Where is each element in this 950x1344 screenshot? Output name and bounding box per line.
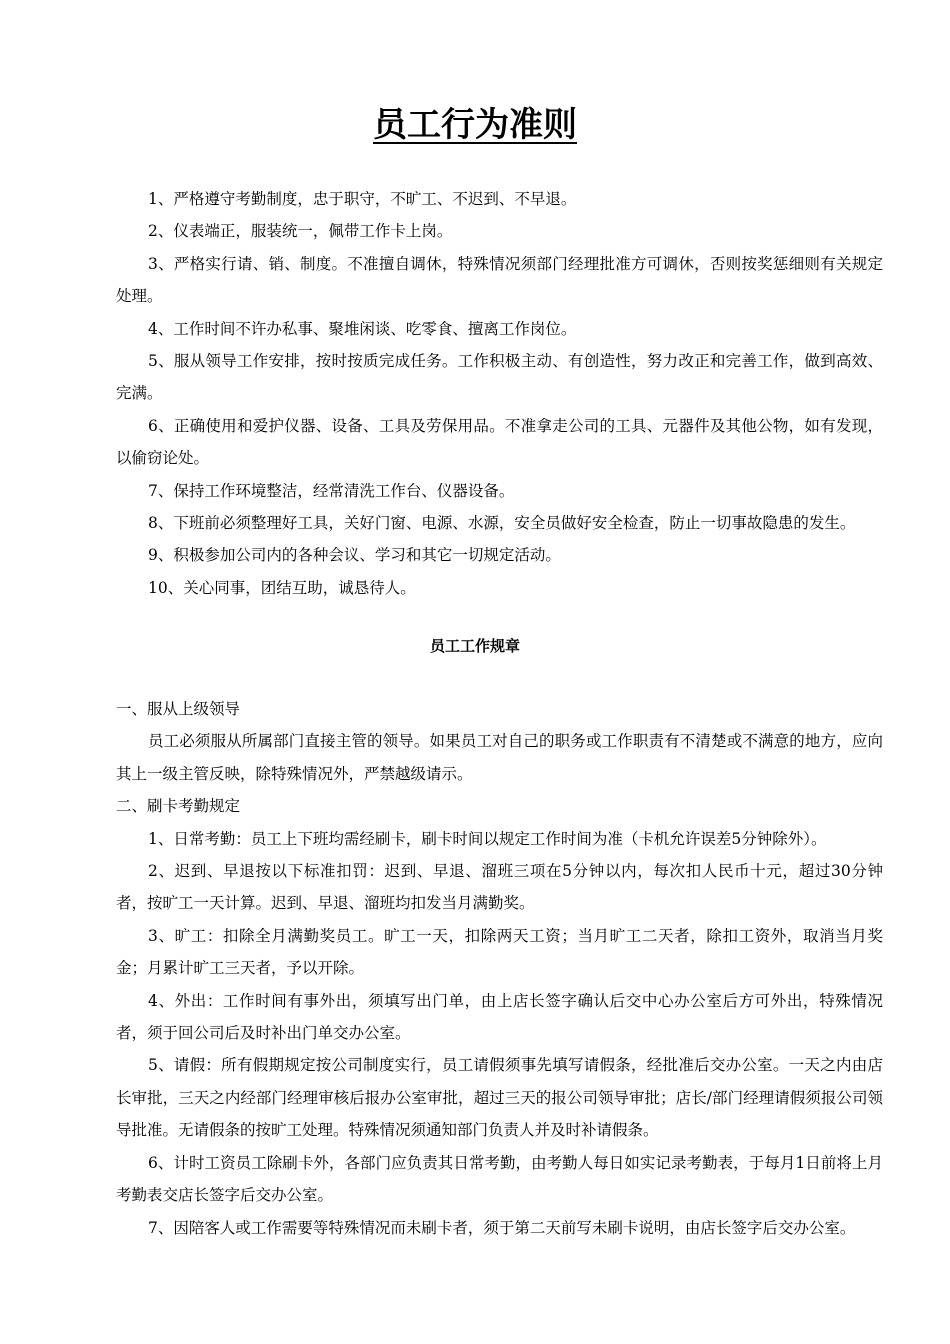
work-regulations [116,693,883,1244]
section-paragraph: 员工必须服从所属部门直接主管的领导。如果员工对自己的职务或工作职责有不清楚或不满意的地方，应向其上一级主管反映，除特殊情况外，严禁越级请示。 [116,732,883,783]
rule-item: 10、关心同事，团结互助，诚恳待人。 [148,578,416,597]
attendance-rule-item: 6、计时工资员工除刷卡外，各部门应负责其日常考勤，由考勤人每日如实记录考勤表，于每月1日前将上月考勤表交店长签字后交办公室。 [116,1153,883,1205]
rule-item: 7、保持工作环境整洁，经常清洗工作台、仪器设备。 [148,481,515,500]
rule-item: 9、积极参加公司内的各种会议、学习和其它一切规定活动。 [148,546,561,565]
rule-item: 1、严格遵守考勤制度，忠于职守，不旷工、不迟到、不早退。 [148,190,577,208]
rule-item: 2、仪表端正，服装统一，佩带工作卡上岗。 [148,222,453,241]
rule-item: 8、下班前必须整理好工具，关好门窗、电源、水源，安全员做好安全检查，防止一切事故隐患的发生。 [148,514,856,533]
rule-item: 6、正确使用和爱护仪器、设备、工具及劳保用品。不准拿走公司的工具、元器件及其他公物，如有发现，以偷窃论处。 [116,416,883,468]
attendance-rule-item: 4、外出：工作时间有事外出，须填写出门单，由上店长签字确认后交中心办公室后方可外出，特殊情况者，须于回公司后及时补出门单交办公室。 [116,991,883,1043]
rule-item: 3、严格实行请、销、制度。不准擅自调休，特殊情况须部门经理批准方可调休，否则按奖惩细则有关规定处理。 [116,254,883,306]
section-subtitle: 员工工作规章 [429,637,520,655]
attendance-rule-item: 3、旷工：扣除全月满勤奖员工。旷工一天，扣除两天工资；当月旷工二天者，除扣工资外，取消当月奖金；月累计旷工三天者，予以开除。 [116,926,883,978]
attendance-rule-item: 5、请假：所有假期规定按公司制度实行，员工请假须事先填写请假条，经批准后交办公室。一天之内由店长审批，三天之内经部门经理审核后报办公室审批，超过三天的报公司领导审批；店长/部门经理请假须报公司领导批准。无请假条的按旷工处理。特殊情况须通知部门负责人并及时补请假条。 [116,1056,883,1140]
attendance-rule-item: 2、迟到、早退按以下标准扣罚：迟到、早退、溜班三项在5分钟以内，每次扣人民币十元，超过30分钟者，按旷工一天计算。迟到、早退、溜班均扣发当月满勤奖。 [116,862,883,913]
document-title: 员工行为准则 [373,105,577,145]
section-heading: 二、刷卡考勤规定 [116,797,241,816]
rule-item: 4、工作时间不许办私事、聚堆闲谈、吃零食、擅离工作岗位。 [148,319,577,338]
conduct-rules-list [116,183,883,604]
attendance-rule-item: 1、日常考勤：员工上下班均需经刷卡，刷卡时间以规定工作时间为准（卡机允许误差5分钟除外）。 [148,829,827,848]
attendance-rule-item: 7、因陪客人或工作需要等特殊情况而未刷卡者，须于第二天前写未刷卡说明，由店长签字后交办公室。 [148,1218,856,1237]
rule-item: 5、服从领导工作安排，按时按质完成任务。工作积极主动、有创造性，努力改正和完善工作，做到高效、完满。 [116,352,883,403]
section-heading: 一、服从上级领导 [116,700,241,718]
